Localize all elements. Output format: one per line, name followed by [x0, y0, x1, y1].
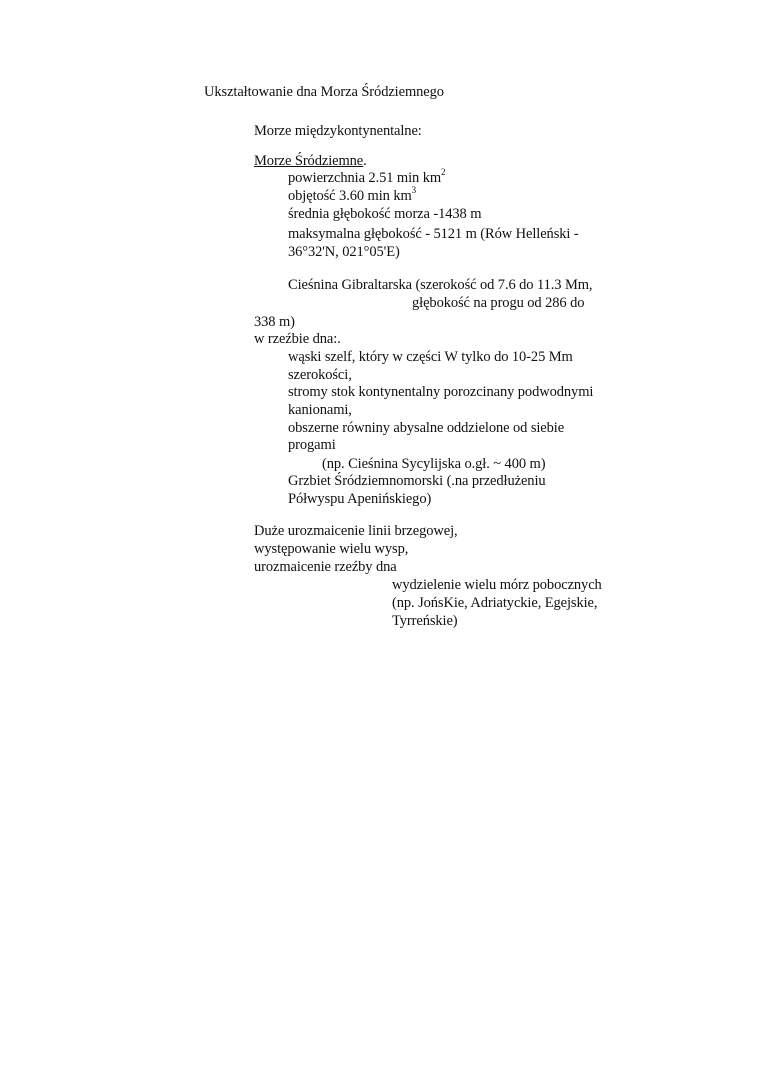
sea-name-line: [254, 152, 367, 170]
section-heading: Morze międzykontynentalne:: [254, 123, 422, 139]
strait-line-1: Cieśnina Gibraltarska (szerokość od 7.6 do 11.3 Mm,: [288, 277, 593, 293]
mean-depth-line: średnia głębokość morza -1438 m: [288, 206, 482, 222]
volume-exponent: 3: [411, 185, 417, 196]
area-text: powierzchnia 2.51 min km: [288, 170, 442, 186]
sicily-example-line: (np. Cieśnina Sycylijska o.gł. ~ 400 m): [322, 456, 546, 472]
coast-line-2: występowanie wielu wysp,: [254, 541, 409, 557]
sea-name-suffix: .: [363, 153, 367, 169]
area-line: [288, 169, 445, 187]
max-depth-line-1: maksymalna głębokość - 5121 m (Rów Helleński -: [288, 226, 579, 242]
volume-text: objętość 3.60 min km: [288, 188, 412, 204]
ridge-line-1: Grzbiet Śródziemnomorski (.na przedłużeniu: [288, 473, 546, 489]
plains-line-2: progami: [288, 437, 336, 453]
shelf-line-2: szerokości,: [288, 367, 352, 383]
seas-line-3: Tyrreńskie): [392, 613, 458, 629]
seas-line-2: (np. JońsKie, Adriatyckie, Egejskie,: [392, 595, 598, 611]
slope-line-2: kanionami,: [288, 402, 352, 418]
document-title: Ukształtowanie dna Morza Śródziemnego: [204, 84, 444, 100]
sea-name: Morze Śródziemne: [254, 153, 364, 169]
plains-line-1: obszerne równiny abysalne oddzielone od siebie: [288, 420, 565, 436]
strait-line-3: 338 m): [254, 314, 295, 330]
strait-line-2: głębokość na progu od 286 do: [412, 295, 585, 311]
ridge-line-2: Półwyspu Apenińskiego): [288, 491, 432, 507]
volume-line: [288, 187, 416, 205]
relief-heading: w rzeźbie dna:.: [254, 331, 341, 347]
area-exponent: 2: [441, 167, 446, 178]
slope-line-1: stromy stok kontynentalny porozcinany podwodnymi: [288, 384, 594, 400]
max-depth-line-2: 36°32'N, 021°05'E): [288, 244, 400, 260]
shelf-line-1: wąski szelf, który w części W tylko do 10-25 Mm: [288, 349, 573, 365]
coast-line-3: urozmaicenie rzeźby dna: [254, 559, 397, 575]
seas-line-1: wydzielenie wielu mórz pobocznych: [392, 577, 602, 593]
coast-line-1: Duże urozmaicenie linii brzegowej,: [254, 523, 458, 539]
